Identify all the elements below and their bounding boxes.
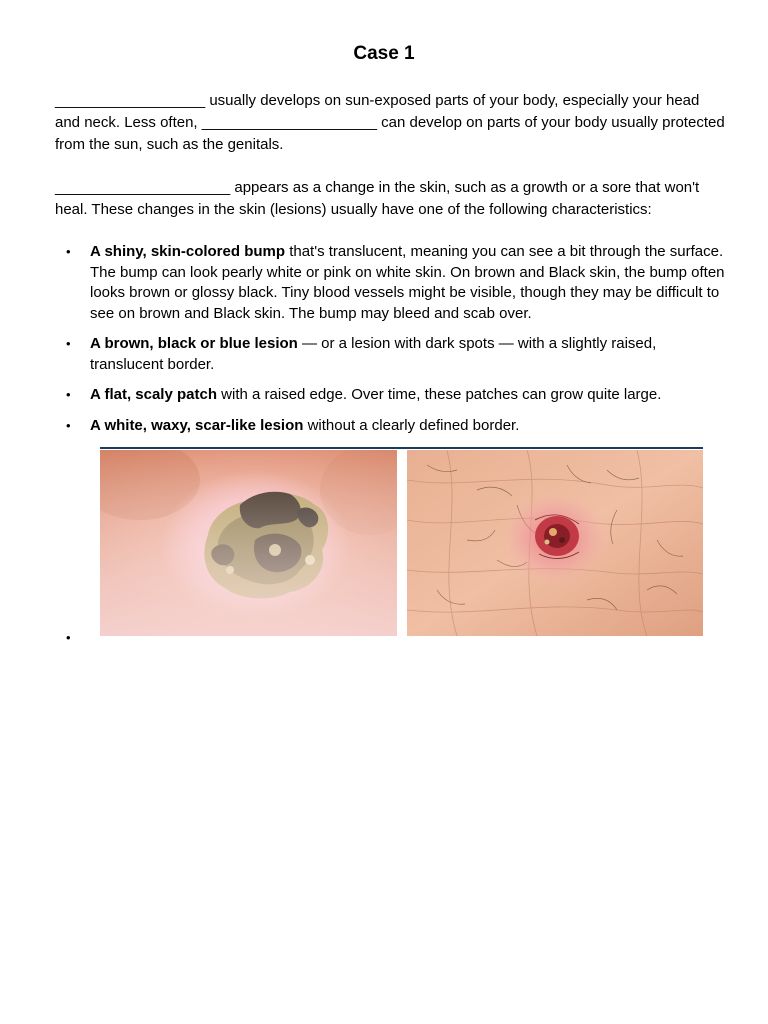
characteristics-list bbox=[55, 242, 725, 446]
bullet-icon: • bbox=[66, 244, 71, 259]
list-item bbox=[55, 334, 725, 375]
bullet-icon: • bbox=[66, 387, 71, 402]
list-item-bold: A brown, black or blue lesion bbox=[90, 335, 298, 352]
list-item bbox=[55, 416, 725, 437]
paragraph-1: __________________ usually develops on sun-exposed parts of your body, especially your head and neck. Less often, _____________________ can develop on parts of your body usually protected from the sun, such as the genitals. bbox=[55, 92, 725, 153]
list-item-text: — or a lesion with dark spots — with a slightly raised, translucent border. bbox=[90, 335, 657, 373]
lesion-crusted-image bbox=[100, 450, 397, 636]
bullet-icon: • bbox=[66, 417, 71, 433]
bullet-icon: • bbox=[66, 630, 71, 645]
list-item-text: without a clearly defined border. bbox=[303, 416, 520, 434]
page-title: Case 1 bbox=[353, 43, 415, 64]
figure-divider bbox=[100, 447, 703, 449]
list-item-text: that's translucent, meaning you can see a bit through the surface. The bump can look pearly white or pink on white skin. On brown and Black skin, the bump often looks brown or glossy black. Tiny blood vessels might be visible, though they may be difficult to see on brown and Black skin. The bump may bleed and scab over. bbox=[90, 243, 725, 322]
list-item bbox=[55, 242, 725, 324]
skin-lesion-red-nodule-photo bbox=[407, 450, 703, 636]
paragraph-2: _____________________ appears as a change in the skin, such as a growth or a sore that won't heal. These changes in the skin (lesions) usually have one of the following characteristics: bbox=[55, 179, 700, 218]
list-item-bold: A flat, scaly patch bbox=[90, 386, 217, 403]
bullet-icon: • bbox=[66, 336, 71, 351]
lesion-red-nodule-image bbox=[407, 450, 703, 636]
list-item-text: with a raised edge. Over time, these patches can grow quite large. bbox=[217, 386, 662, 403]
list-item-bold: A shiny, skin-colored bump bbox=[90, 243, 286, 260]
list-item bbox=[55, 385, 725, 406]
list-item-bold: A white, waxy, scar-like lesion bbox=[90, 416, 304, 434]
skin-lesion-crusted-photo bbox=[100, 450, 397, 636]
lesion-photos bbox=[100, 447, 703, 645]
